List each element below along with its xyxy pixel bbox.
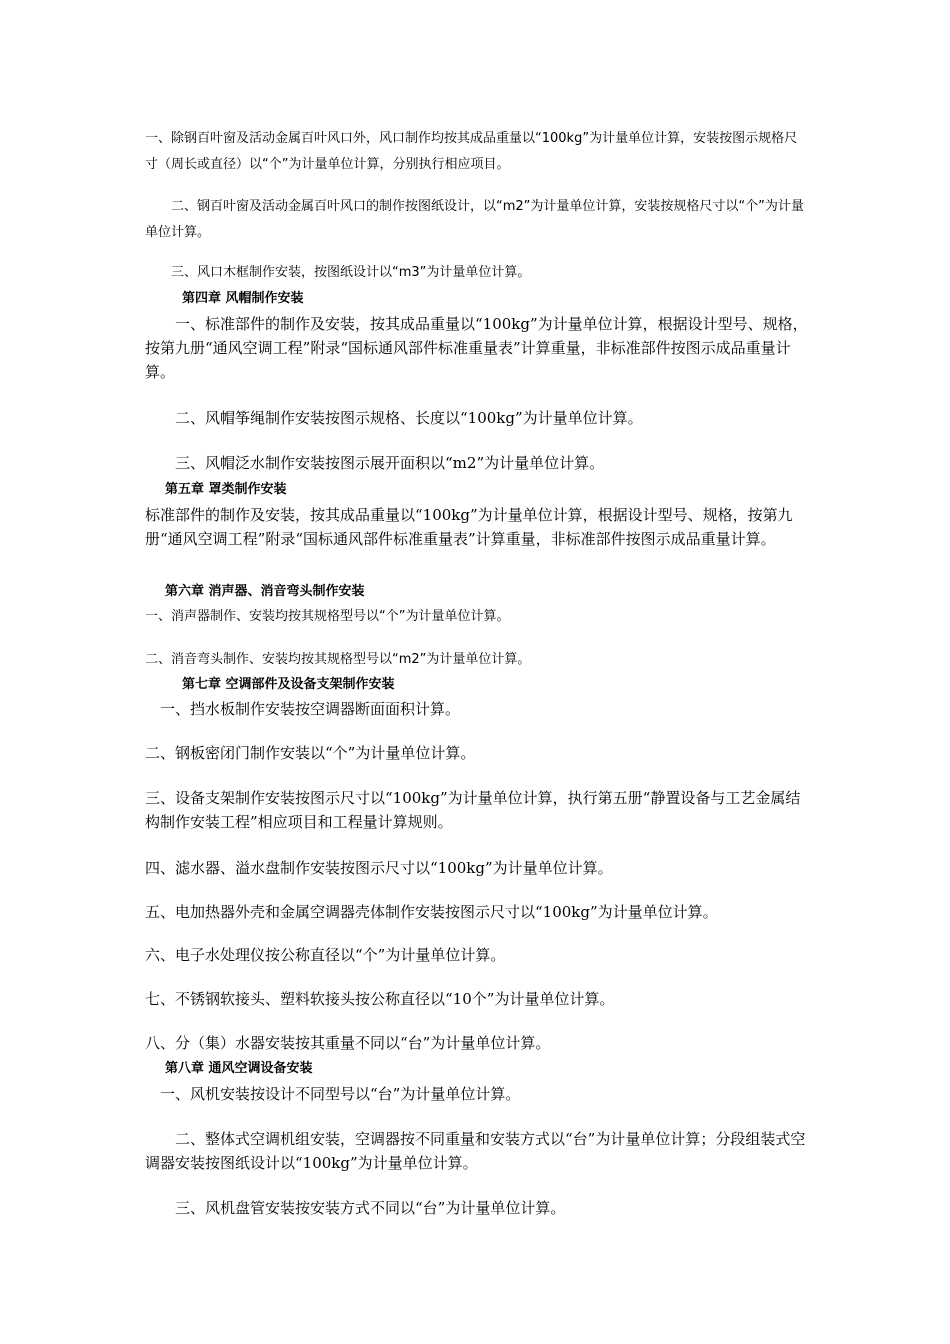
paragraph-14: 五、电加热器外壳和金属空调器壳体制作安装按图示尺寸以“100kg”为计量单位计算。 <box>145 903 718 921</box>
paragraph-16: 七、不锈钢软接头、塑料软接头按公称直径以“10个”为计量单位计算。 <box>145 990 615 1008</box>
paragraph-6: 三、风帽泛水制作安装按图示展开面积以“m2”为计量单位计算。 <box>145 454 605 472</box>
chapter-8-heading: 第八章 通风空调设备安装 <box>165 1061 313 1076</box>
paragraph-9: 二、消音弯头制作、安装均按其规格型号以“m2”为计量单位计算。 <box>145 652 531 667</box>
paragraph-20: 三、风机盘管安装按安装方式不同以“台”为计量单位计算。 <box>145 1199 566 1217</box>
paragraph-5: 二、风帽筝绳制作安装按图示规格、长度以“100kg”为计量单位计算。 <box>145 409 643 427</box>
paragraph-11: 二、钢板密闭门制作安装以“个”为计量单位计算。 <box>145 744 476 762</box>
paragraph-3: 三、风口木框制作安装，按图纸设计以“m3”为计量单位计算。 <box>145 265 531 280</box>
paragraph-15: 六、电子水处理仪按公称直径以“个”为计量单位计算。 <box>145 946 506 964</box>
chapter-4-heading: 第四章 风帽制作安装 <box>182 291 304 306</box>
chapter-7-heading: 第七章 空调部件及设备支架制作安装 <box>182 677 395 692</box>
paragraph-2: 二、钢百叶窗及活动金属百叶风口的制作按图纸设计，以“m2”为计量单位计算，安装按规格尺寸以“个”为计量单位计算。 <box>145 199 804 240</box>
paragraph-18: 一、风机安装按设计不同型号以“台”为计量单位计算。 <box>145 1085 521 1103</box>
paragraph-1: 一、除钢百叶窗及活动金属百叶风口外，风口制作均按其成品重量以“100kg”为计量单位计算，安装按图示规格尺寸（周长或直径）以“个”为计量单位计算，分别执行相应项目。 <box>145 131 798 172</box>
paragraph-19: 二、整体式空调机组安装，空调器按不同重量和安装方式以“台”为计量单位计算；分段组装式空调器安装按图纸设计以“100kg”为计量单位计算。 <box>145 1130 806 1172</box>
paragraph-8: 一、消声器制作、安装均按其规格型号以“个”为计量单位计算。 <box>145 609 510 624</box>
paragraph-12: 三、设备支架制作安装按图示尺寸以“100kg”为计量单位计算，执行第五册“静置设备与工艺金属结构制作安装工程”相应项目和工程量计算规则。 <box>145 789 801 831</box>
paragraph-4: 一、标准部件的制作及安装，按其成品重量以“100kg”为计量单位计算，根据设计型号、规格，按第九册“通风空调工程”附录“国标通风部件标准重量表”计算重量，非标准部件按图示成品重量计算。 <box>145 315 808 381</box>
chapter-5-heading: 第五章 罩类制作安装 <box>165 482 287 497</box>
paragraph-13: 四、滤水器、溢水盘制作安装按图示尺寸以“100kg”为计量单位计算。 <box>145 859 613 877</box>
paragraph-7: 标准部件的制作及安装，按其成品重量以“100kg”为计量单位计算，根据设计型号、规格，按第九册“通风空调工程”附录“国标通风部件标准重量表”计算重量，非标准部件按图示成品重量计算。 <box>145 506 793 548</box>
chapter-6-heading: 第六章 消声器、消音弯头制作安装 <box>165 584 365 599</box>
paragraph-10: 一、挡水板制作安装按空调器断面面积计算。 <box>145 700 461 718</box>
paragraph-17: 八、分（集）水器安装按其重量不同以“台”为计量单位计算。 <box>145 1034 551 1052</box>
